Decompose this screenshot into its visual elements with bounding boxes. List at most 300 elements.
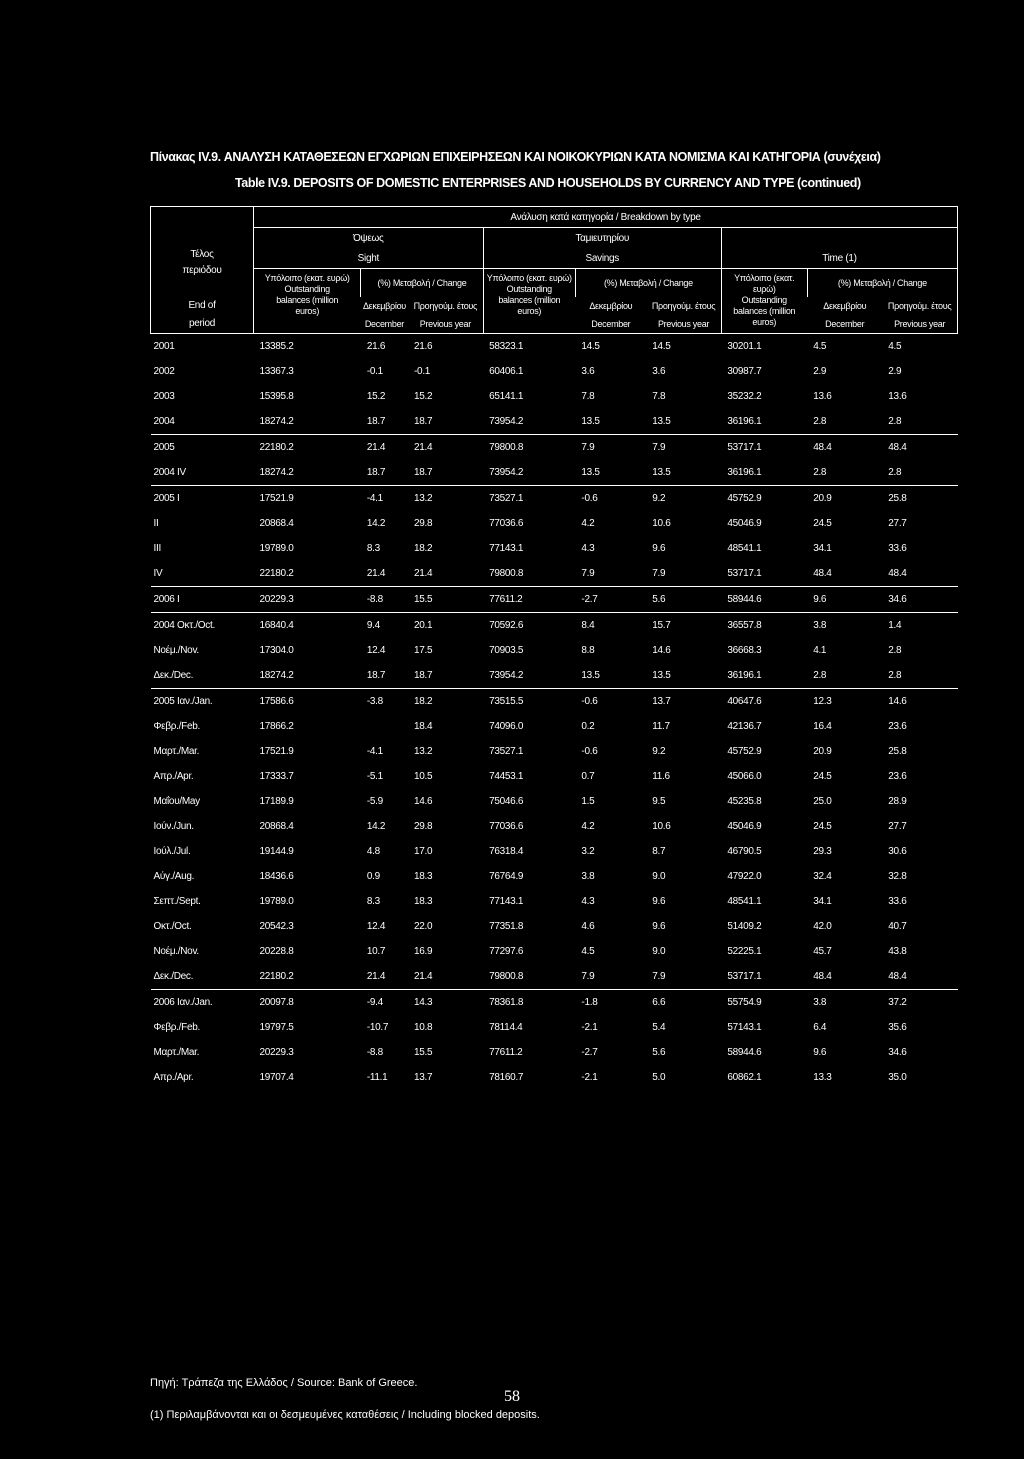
value-cell: 17.0 — [414, 846, 433, 857]
value-cell: 14.5 — [581, 341, 600, 352]
value-cell: 75046.6 — [489, 796, 524, 807]
value-cell: -0.6 — [575, 689, 646, 715]
value-cell: 20229.3 — [254, 587, 361, 613]
table-row — [151, 613, 958, 639]
value-cell: 11.7 — [652, 721, 670, 732]
value-cell: 8.3 — [366, 896, 380, 907]
sight-header-greek: Όψεως — [254, 228, 484, 249]
table-row — [151, 889, 958, 914]
value-cell: 9.6 — [652, 921, 666, 932]
value-cell: 17304.0 — [259, 645, 294, 656]
value-cell: 3.8 — [581, 871, 595, 882]
savings-december-english: December — [575, 315, 646, 334]
value-cell: 25.8 — [888, 746, 907, 757]
value-cell: 23.6 — [888, 721, 907, 732]
value-cell: 53717.1 — [727, 568, 762, 579]
value-cell: 60862.1 — [727, 1072, 762, 1083]
value-cell: 48.4 — [888, 971, 907, 982]
value-cell: 5.6 — [652, 1047, 666, 1058]
value-cell: -1.8 — [575, 990, 646, 1016]
value-cell: 0.9 — [366, 871, 380, 882]
value-cell: 9.0 — [652, 871, 666, 882]
value-cell: 27.7 — [888, 821, 907, 832]
period-cell: 2003 — [153, 391, 175, 402]
value-cell: 48.4 — [888, 568, 907, 579]
period-cell: Φεβρ./Feb. — [153, 721, 200, 732]
value-cell: 33.6 — [888, 543, 907, 554]
value-cell: -3.8 — [361, 689, 408, 715]
value-cell: 8.4 — [575, 613, 646, 639]
value-cell: 17333.7 — [259, 771, 294, 782]
value-cell: 40.7 — [888, 921, 907, 932]
table-title-greek: Πίνακας IV.9. ΑΝΑΛΥΣΗ ΚΑΤΑΘΕΣΕΩΝ ΕΓΧΩΡΙΩΝ ΕΠΙΧΕΙΡΗΣΕΩΝ ΚΑΙ ΝΟΙΚΟΚΥΡΙΩΝ ΚΑΤΑ ΝΟΜΙΣΜΑ ΚΑΙ ΚΑΤΗΓΟΡΙΑ (συνέχεια) — [150, 150, 881, 164]
value-cell: 35.6 — [888, 1022, 907, 1033]
period-header-greek: Τέλος περιόδου — [182, 249, 222, 276]
sight-header-english: Sight — [254, 248, 484, 269]
period-cell: Νοέμ./Nov. — [153, 946, 199, 957]
value-cell: 2.8 — [888, 645, 902, 656]
value-cell: -2.1 — [581, 1022, 598, 1033]
value-cell: 8.8 — [581, 645, 595, 656]
value-cell: 74453.1 — [489, 771, 524, 782]
period-cell: Μαρτ./Mar. — [153, 1047, 200, 1058]
value-cell: 11.6 — [652, 771, 670, 782]
value-cell: 13.5 — [581, 416, 600, 427]
value-cell: 47922.0 — [727, 871, 762, 882]
value-cell: 46790.5 — [727, 846, 762, 857]
value-cell: 73527.1 — [489, 746, 524, 757]
savings-change-header: (%) Μεταβολή / Change — [575, 269, 721, 298]
value-cell: -0.1 — [366, 366, 383, 377]
value-cell: -5.9 — [366, 796, 383, 807]
value-cell: 77036.6 — [489, 821, 524, 832]
table-row — [151, 789, 958, 814]
value-cell: 21.6 — [414, 341, 433, 352]
table-row — [151, 486, 958, 512]
value-cell: 14.2 — [366, 518, 386, 529]
period-cell: II — [153, 518, 159, 529]
value-cell: 22.0 — [414, 921, 433, 932]
value-cell: 25.0 — [813, 796, 832, 807]
table-body — [151, 334, 958, 1091]
time-december-greek: Δεκεμβρίου — [823, 300, 867, 311]
value-cell: 13385.2 — [259, 341, 294, 352]
value-cell: 77143.1 — [489, 896, 524, 907]
table-row — [151, 536, 958, 561]
period-cell: Ιούν./Jun. — [153, 821, 194, 832]
table-row — [151, 714, 958, 739]
value-cell: 17.5 — [414, 645, 433, 656]
sight-previous-english: Previous year — [408, 315, 483, 334]
period-cell: 2005 I — [151, 486, 254, 512]
value-cell: 48541.1 — [727, 543, 762, 554]
table-row — [151, 587, 958, 613]
period-cell: IV — [153, 568, 163, 579]
period-cell: 2006 Ιαν./Jan. — [151, 990, 254, 1016]
value-cell: 73954.2 — [489, 670, 524, 681]
value-cell: 36557.8 — [721, 613, 807, 639]
value-cell: 9.2 — [646, 486, 721, 512]
value-cell: 35232.2 — [727, 391, 762, 402]
value-cell: 33.6 — [888, 896, 907, 907]
period-header-english: End of period — [188, 300, 216, 329]
value-cell: 6.4 — [813, 1022, 827, 1033]
value-cell: 7.8 — [652, 391, 666, 402]
value-cell: 10.6 — [652, 821, 671, 832]
value-cell: -0.1 — [414, 366, 431, 377]
value-cell: 14.3 — [408, 990, 483, 1016]
value-cell: 25.8 — [882, 486, 957, 512]
sight-previous-greek: Προηγούμ. έτους — [413, 300, 478, 311]
period-cell: 2004 — [153, 416, 175, 427]
value-cell: 21.4 — [366, 568, 386, 579]
value-cell: 17586.6 — [254, 689, 361, 715]
value-cell: 14.5 — [652, 341, 671, 352]
value-cell: 20.9 — [813, 746, 832, 757]
value-cell: 13.7 — [646, 689, 721, 715]
value-cell: 35.0 — [888, 1072, 907, 1083]
value-cell: 48.4 — [807, 435, 882, 461]
value-cell: 9.2 — [652, 746, 666, 757]
value-cell: 9.5 — [652, 796, 666, 807]
value-cell: 21.4 — [414, 568, 433, 579]
sight-december-english: December — [361, 315, 408, 334]
value-cell: 13.6 — [888, 391, 907, 402]
value-cell: 45046.9 — [727, 518, 762, 529]
page-number: 58 — [504, 1388, 520, 1405]
value-cell — [361, 714, 408, 739]
value-cell: 55754.9 — [721, 990, 807, 1016]
value-cell: 17521.9 — [254, 486, 361, 512]
value-cell: 18.3 — [414, 896, 433, 907]
value-cell: 10.7 — [366, 946, 386, 957]
value-cell: 9.6 — [807, 587, 882, 613]
time-change-header: (%) Μεταβολή / Change — [807, 269, 957, 298]
value-cell: 9.6 — [813, 1047, 827, 1058]
value-cell: -11.1 — [366, 1072, 388, 1083]
value-cell: 5.6 — [646, 587, 721, 613]
savings-outstanding-english: Outstanding balances (million euros) — [498, 284, 561, 316]
value-cell: 0.2 — [581, 721, 595, 732]
value-cell: 73515.5 — [483, 689, 575, 715]
value-cell: 15.2 — [366, 391, 386, 402]
value-cell: 42.0 — [813, 921, 832, 932]
table-row — [151, 1065, 958, 1090]
value-cell: 52225.1 — [727, 946, 762, 957]
value-cell: 79800.8 — [489, 568, 524, 579]
value-cell: 79800.8 — [489, 971, 524, 982]
value-cell: 30987.7 — [727, 366, 762, 377]
value-cell: 19707.4 — [259, 1072, 294, 1083]
value-cell: 21.4 — [408, 435, 483, 461]
table-row — [151, 814, 958, 839]
value-cell: 29.8 — [414, 821, 433, 832]
value-cell: 14.6 — [652, 645, 671, 656]
breakdown-header: Ανάλυση κατά κατηγορία / Breakdown by type — [254, 207, 958, 228]
value-cell: 0.7 — [581, 771, 595, 782]
value-cell: 34.1 — [813, 543, 832, 554]
value-cell: 24.5 — [813, 821, 832, 832]
value-cell: 14.6 — [882, 689, 957, 715]
value-cell: 22180.2 — [259, 971, 294, 982]
value-cell: 24.5 — [813, 771, 832, 782]
savings-december-greek: Δεκεμβρίου — [589, 300, 633, 311]
value-cell: 48.4 — [813, 971, 832, 982]
table-row — [151, 739, 958, 764]
value-cell: 10.5 — [414, 771, 433, 782]
sight-change-header: (%) Μεταβολή / Change — [361, 269, 483, 298]
table-row — [151, 384, 958, 409]
period-cell: Μαρτ./Mar. — [153, 746, 200, 757]
value-cell: 18.3 — [414, 871, 433, 882]
value-cell: 65141.1 — [489, 391, 524, 402]
value-cell: 13.2 — [408, 486, 483, 512]
value-cell: -2.7 — [575, 587, 646, 613]
value-cell: 53717.1 — [721, 435, 807, 461]
value-cell: 6.6 — [646, 990, 721, 1016]
value-cell: 2.8 — [888, 467, 902, 478]
value-cell: 21.4 — [414, 971, 433, 982]
value-cell: 7.9 — [652, 971, 666, 982]
period-cell: 2001 — [153, 341, 175, 352]
value-cell: 77351.8 — [489, 921, 524, 932]
value-cell: 45752.9 — [727, 746, 762, 757]
value-cell: -0.6 — [575, 486, 646, 512]
value-cell: 4.2 — [581, 821, 595, 832]
value-cell: 4.2 — [581, 518, 595, 529]
table-title-english: Table IV.9. DEPOSITS OF DOMESTIC ENTERPRISES AND HOUSEHOLDS BY CURRENCY AND TYPE (continued) — [235, 176, 861, 190]
table-row — [151, 990, 958, 1016]
value-cell: 3.6 — [581, 366, 595, 377]
time-previous-greek: Προηγούμ. έτους — [882, 297, 957, 315]
value-cell: 77143.1 — [489, 543, 524, 554]
value-cell: 20.1 — [408, 613, 483, 639]
period-cell: Δεκ./Dec. — [153, 971, 194, 982]
value-cell: 58323.1 — [489, 341, 524, 352]
value-cell: 78160.7 — [489, 1072, 524, 1083]
savings-header-english: Savings — [483, 248, 721, 269]
value-cell: -8.8 — [366, 1047, 383, 1058]
value-cell: 4.5 — [581, 946, 595, 957]
savings-previous-english: Previous year — [646, 315, 721, 334]
value-cell: 7.9 — [581, 971, 595, 982]
value-cell: -2.7 — [581, 1047, 598, 1058]
deposits-table — [150, 206, 958, 1090]
value-cell: 19797.5 — [259, 1022, 294, 1033]
value-cell: 13367.3 — [259, 366, 294, 377]
period-cell: Φεβρ./Feb. — [153, 1022, 200, 1033]
time-outstanding-greek: Υπόλοιπο (εκατ. ευρώ) — [734, 273, 795, 294]
value-cell: 21.4 — [366, 971, 386, 982]
sight-outstanding-greek: Υπόλοιπο (εκατ. ευρώ) — [264, 273, 350, 283]
value-cell: 28.9 — [888, 796, 907, 807]
value-cell: 12.4 — [366, 645, 386, 656]
value-cell: 77297.6 — [489, 946, 524, 957]
value-cell: 77036.6 — [489, 518, 524, 529]
value-cell: 21.6 — [366, 341, 386, 352]
value-cell: 27.7 — [888, 518, 907, 529]
value-cell: 20228.8 — [259, 946, 294, 957]
value-cell: 3.2 — [581, 846, 595, 857]
value-cell: 16.4 — [813, 721, 832, 732]
period-cell: Απρ./Apr. — [153, 771, 194, 782]
value-cell: 18.7 — [366, 670, 386, 681]
value-cell: 48.4 — [813, 568, 832, 579]
value-cell: 4.3 — [581, 896, 595, 907]
period-cell: 2005 Ιαν./Jan. — [151, 689, 254, 715]
table-row — [151, 839, 958, 864]
value-cell: 34.6 — [882, 587, 957, 613]
value-cell: 18.4 — [414, 721, 433, 732]
value-cell: 7.9 — [652, 568, 666, 579]
value-cell: 51409.2 — [727, 921, 762, 932]
time-previous-english: Previous year — [882, 315, 957, 334]
value-cell: 70903.5 — [489, 645, 524, 656]
value-cell: -2.1 — [581, 1072, 598, 1083]
period-cell: 2005 — [151, 435, 254, 461]
value-cell: 36196.1 — [727, 467, 762, 478]
value-cell: 32.4 — [813, 871, 832, 882]
time-december-english: December — [807, 315, 882, 334]
period-cell: 2002 — [153, 366, 175, 377]
value-cell: 13.5 — [581, 467, 600, 478]
value-cell: 9.6 — [652, 896, 666, 907]
value-cell: 14.6 — [414, 796, 433, 807]
value-cell: 18274.2 — [259, 670, 294, 681]
value-cell: 18.7 — [414, 467, 433, 478]
value-cell: 3.6 — [652, 366, 666, 377]
value-cell: 2.9 — [888, 366, 902, 377]
period-cell: Αύγ./Aug. — [153, 871, 195, 882]
table-row — [151, 334, 958, 360]
value-cell: 30.6 — [888, 846, 907, 857]
value-cell: 20.9 — [807, 486, 882, 512]
value-cell: 18.7 — [414, 416, 433, 427]
table-row — [151, 663, 958, 689]
footnote: (1) Περιλαμβάνονται και οι δεσμευμένες καταθέσεις / Including blocked deposits. — [150, 1409, 540, 1421]
period-cell: Ιούλ./Jul. — [153, 846, 191, 857]
value-cell: 53717.1 — [727, 971, 762, 982]
value-cell: 13.5 — [652, 467, 671, 478]
value-cell: 18274.2 — [259, 467, 294, 478]
value-cell: 4.8 — [366, 846, 380, 857]
period-header-cell — [151, 207, 254, 334]
value-cell: 9.4 — [361, 613, 408, 639]
value-cell: 45235.8 — [727, 796, 762, 807]
value-cell: 5.0 — [652, 1072, 666, 1083]
value-cell: 1.5 — [581, 796, 595, 807]
value-cell: 4.5 — [813, 341, 827, 352]
value-cell: 13.6 — [813, 391, 832, 402]
value-cell: 12.4 — [366, 921, 386, 932]
sight-december-greek: Δεκεμβρίου — [362, 300, 406, 311]
value-cell: 2.8 — [813, 416, 827, 427]
value-cell: 15.2 — [414, 391, 433, 402]
value-cell: 1.4 — [882, 613, 957, 639]
value-cell: 19144.9 — [259, 846, 294, 857]
value-cell: 18436.6 — [259, 871, 294, 882]
value-cell: 74096.0 — [489, 721, 524, 732]
value-cell: 36196.1 — [727, 670, 762, 681]
value-cell: 76764.9 — [489, 871, 524, 882]
value-cell: 13.5 — [581, 670, 600, 681]
table-row — [151, 1040, 958, 1065]
period-cell: Μαΐου/May — [153, 796, 200, 807]
value-cell: 13.5 — [652, 670, 671, 681]
value-cell: -5.1 — [366, 771, 383, 782]
value-cell: -10.7 — [366, 1022, 389, 1033]
value-cell: 78114.4 — [489, 1022, 523, 1033]
value-cell: 20229.3 — [259, 1047, 294, 1058]
table-row — [151, 561, 958, 587]
value-cell: 20097.8 — [254, 990, 361, 1016]
value-cell: 73954.2 — [489, 416, 524, 427]
value-cell: 21.4 — [361, 435, 408, 461]
value-cell: 45066.0 — [727, 771, 762, 782]
value-cell: 13.5 — [652, 416, 671, 427]
value-cell: -4.1 — [361, 486, 408, 512]
table-row — [151, 511, 958, 536]
value-cell: 2.9 — [813, 366, 827, 377]
value-cell: 24.5 — [813, 518, 832, 529]
value-cell: 45046.9 — [727, 821, 762, 832]
savings-outstanding-greek: Υπόλοιπο (εκατ. ευρώ) — [486, 273, 572, 283]
table-row — [151, 359, 958, 384]
value-cell: 29.3 — [813, 846, 832, 857]
value-cell: 19789.0 — [259, 896, 294, 907]
value-cell: 2.8 — [888, 670, 902, 681]
value-cell: 30201.1 — [727, 341, 762, 352]
value-cell: 34.1 — [813, 896, 832, 907]
value-cell: 37.2 — [882, 990, 957, 1016]
value-cell: 60406.1 — [489, 366, 524, 377]
value-cell: 79800.8 — [483, 435, 575, 461]
period-cell: Σεπτ./Sept. — [153, 896, 201, 907]
value-cell: 22180.2 — [254, 435, 361, 461]
value-cell: 43.8 — [888, 946, 907, 957]
table-row — [151, 638, 958, 663]
value-cell: 18.7 — [414, 670, 433, 681]
value-cell: 4.3 — [581, 543, 595, 554]
table-row — [151, 435, 958, 461]
value-cell: 14.2 — [366, 821, 386, 832]
savings-previous-greek: Προηγούμ. έτους — [651, 300, 716, 311]
table-row — [151, 864, 958, 889]
value-cell: 57143.1 — [727, 1022, 762, 1033]
value-cell: 58944.6 — [727, 1047, 762, 1058]
value-cell: 77611.2 — [489, 1047, 523, 1058]
value-cell: 40647.6 — [721, 689, 807, 715]
value-cell: 18274.2 — [259, 416, 294, 427]
period-cell: 2004 IV — [153, 467, 186, 478]
value-cell: 9.0 — [652, 946, 666, 957]
value-cell: -8.8 — [361, 587, 408, 613]
value-cell: 16.9 — [414, 946, 433, 957]
value-cell: 36196.1 — [727, 416, 762, 427]
value-cell: 17866.2 — [259, 721, 294, 732]
table-row — [151, 939, 958, 964]
value-cell: 13.3 — [813, 1072, 832, 1083]
value-cell: 42136.7 — [727, 721, 762, 732]
table-row — [151, 914, 958, 939]
value-cell: 45752.9 — [721, 486, 807, 512]
value-cell: 19789.0 — [259, 543, 294, 554]
value-cell: 34.6 — [888, 1047, 907, 1058]
value-cell: 8.3 — [366, 543, 380, 554]
value-cell: 13.7 — [414, 1072, 433, 1083]
value-cell: 76318.4 — [489, 846, 524, 857]
table-row — [151, 964, 958, 990]
